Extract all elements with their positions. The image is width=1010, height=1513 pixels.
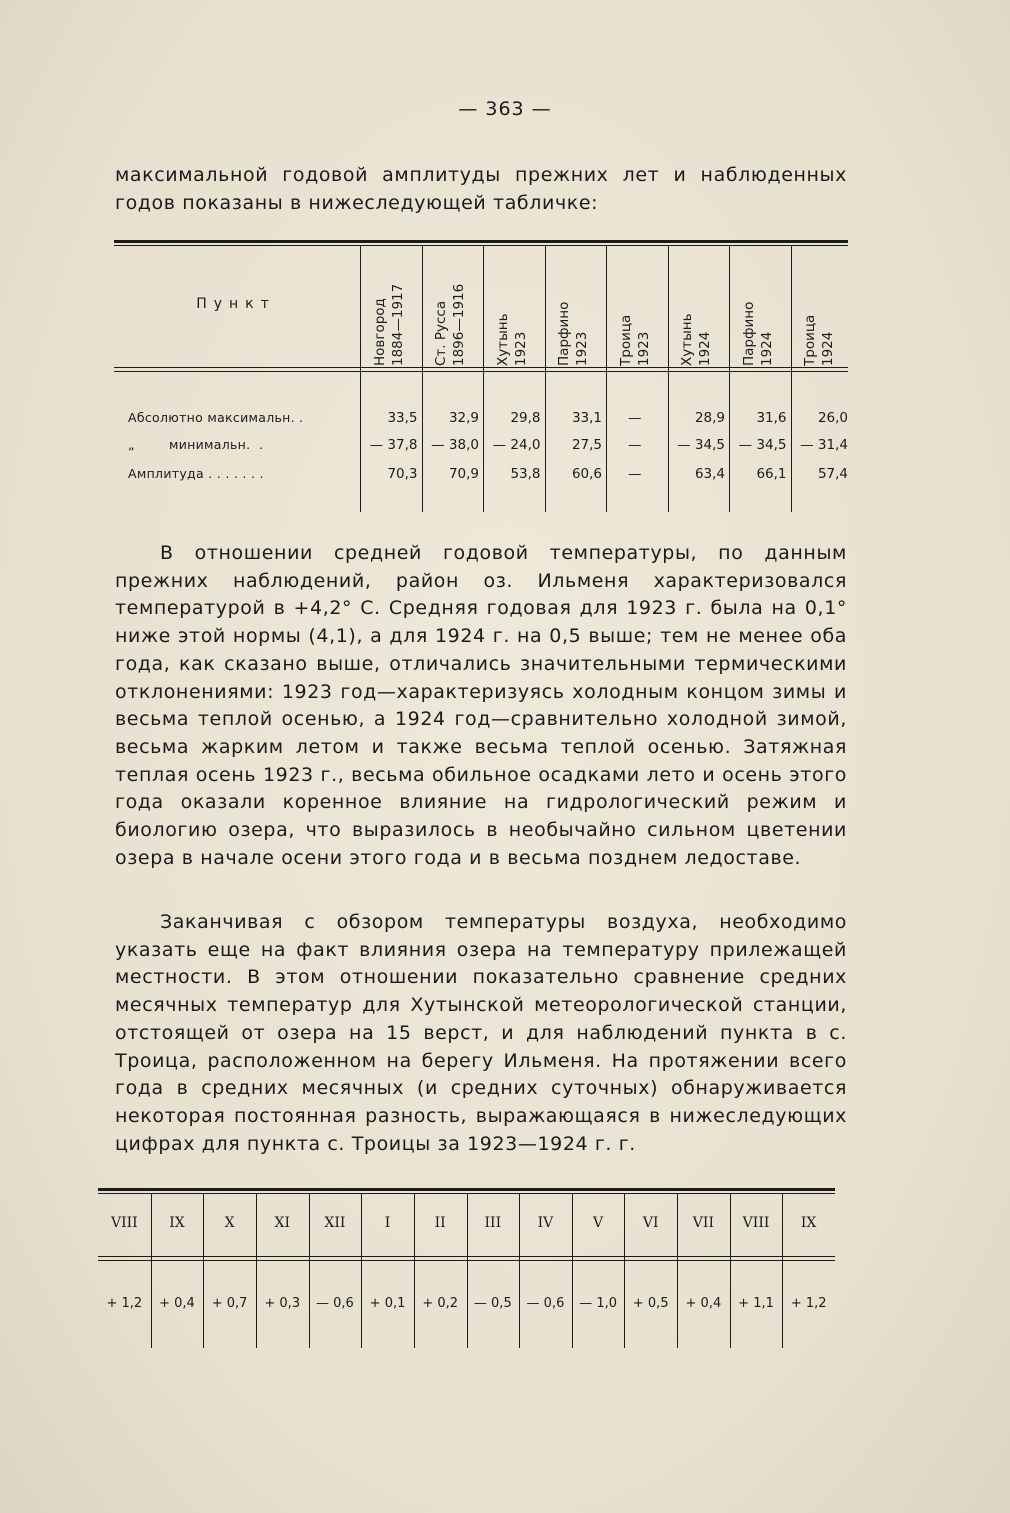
paragraph-mean-temperature: В отношении средней годовой температуры, по данным прежних наблюдений, район оз. Ильменя характеризовался температурой в +4,2° С. Средняя годовая для 1923 г. была на 0,1° ниже этой нормы (4,1), а для 1924 г. на 0,5 выше; тем не менее оба года, как сказано выше, отличались значительными термическими отклонениями: 1923 год—характеризуясь холодным концом зимы и весьма теплой осенью, а 1924 год—сравнительно холодной зимой, весьма жарким летом и также весьма теплой осенью. Затяжная теплая осень 1923 г., весьма обильное осадками лето и осень этого года оказали коренное влияние на гидрологический режим и биологию озера, что выразилось в необычайно сильном цветении озера в начале осени этого года и в весьма позднем ледоставе. — [115, 542, 847, 869]
table-cell: 53,8 — [510, 466, 541, 482]
row-label: Абсолютно максимальн. . — [128, 410, 304, 425]
column-header — [668, 250, 730, 368]
month-difference-value: — 0,5 — [473, 1296, 512, 1311]
row-label: „ минимальн. . — [128, 437, 264, 452]
table-cell: 28,9 — [694, 410, 725, 426]
column-years: 1924 — [758, 331, 775, 366]
column-station-name: Хутынь — [679, 313, 696, 366]
column-station-name: Ст. Русса — [433, 300, 450, 366]
column-station-name: Парфино — [740, 301, 757, 366]
column-years: 1924 — [820, 331, 837, 366]
table-cell: 27,5 — [571, 437, 602, 453]
column-station-name: Хутынь — [494, 313, 511, 366]
month-difference-value: + 0,1 — [369, 1296, 406, 1311]
month-difference-value: + 0,2 — [422, 1296, 459, 1311]
month-header: IV — [537, 1215, 554, 1231]
column-station-name: Троица — [802, 314, 819, 366]
table-cell: 29,8 — [510, 410, 541, 426]
table-cell: — 38,0 — [431, 437, 479, 453]
table-cell: 33,5 — [387, 410, 418, 426]
month-header: III — [484, 1215, 502, 1231]
column-station-name: Новгород — [371, 298, 388, 366]
month-difference-value: + 0,3 — [264, 1296, 301, 1311]
amplitude-table — [114, 240, 848, 512]
table-cell: — 24,0 — [492, 437, 541, 453]
table-cell: 60,6 — [571, 466, 602, 482]
table-cell: 66,1 — [756, 466, 787, 482]
month-difference-value: + 1,1 — [738, 1296, 774, 1311]
table-cell: — — [628, 410, 642, 426]
page-number: — 363 — — [458, 98, 552, 120]
table-cell: 31,6 — [756, 410, 787, 426]
month-header: VII — [692, 1215, 714, 1231]
row-label: Амплитуда . . . . . . . — [128, 466, 264, 481]
table-cell: — — [628, 466, 642, 482]
month-header: I — [384, 1215, 391, 1231]
month-header: VIII — [110, 1215, 138, 1231]
table-cell: — 31,4 — [800, 437, 848, 453]
column-header — [791, 250, 853, 368]
table-cell: 33,1 — [571, 410, 602, 426]
month-difference-value: — 0,6 — [526, 1296, 565, 1311]
column-years: 1884—1917 — [389, 283, 406, 366]
table-cell: — — [628, 437, 642, 453]
column-station-name: Парфино — [556, 301, 573, 366]
monthly-difference-table — [98, 1188, 835, 1348]
month-header: II — [434, 1215, 446, 1231]
column-header — [483, 250, 545, 368]
table-cell: 26,0 — [817, 410, 848, 426]
corner-header: Пункт — [196, 296, 276, 312]
month-header: VI — [642, 1215, 659, 1231]
column-header — [606, 250, 668, 368]
table-cell: 70,3 — [387, 466, 418, 482]
column-header — [422, 250, 484, 368]
table-cell: — 34,5 — [738, 437, 787, 453]
month-header: XI — [274, 1215, 290, 1231]
month-header: IX — [169, 1215, 185, 1231]
month-header: VIII — [742, 1215, 770, 1231]
table-top-rule-thin — [114, 245, 848, 246]
column-header — [545, 250, 607, 368]
month-difference-value: + 0,4 — [685, 1296, 722, 1311]
table-cell: — 34,5 — [677, 437, 725, 453]
paragraph-lake-influence: Заканчивая с обзором температуры воздуха, необходимо указать еще на факт влияния озера на температуру прилежащей местности. В этом отношении показательно сравнение средних месячных температур для Хутынской метеорологической станции, отстоящей от озера на 15 верст, и для наблюдений пункта в с. Троица, расположенном на берегу Ильменя. На протяжении всего года в средних месячных (и средних суточных) обнаруживается некоторая постоянная разность, выражающаяся в нижеследующих цифрах для пункта с. Троицы за 1923—1924 г. г. — [115, 911, 847, 1155]
table-cell: 63,4 — [694, 466, 725, 482]
month-difference-value: + 0,7 — [211, 1296, 248, 1311]
column-station-name: Троица — [617, 314, 634, 366]
month-difference-value: + 0,4 — [159, 1296, 195, 1311]
intro-paragraph: максимальной годовой амплитуды прежних лет и наблюденных годов показаны в нижеследующей табличке: — [115, 164, 847, 214]
month-difference-value: + 0,5 — [632, 1296, 669, 1311]
month-header: IX — [800, 1215, 817, 1231]
month-difference-value: — 0,6 — [315, 1296, 354, 1311]
table-cell: — 37,8 — [369, 437, 418, 453]
column-years: 1896—1916 — [451, 283, 468, 366]
column-years: 1923 — [512, 331, 529, 366]
table2-top-rule — [98, 1188, 835, 1191]
month-header: V — [593, 1215, 604, 1231]
month-difference-value: — 1,0 — [579, 1296, 617, 1311]
column-header — [360, 250, 422, 368]
month-difference-value: + 1,2 — [106, 1296, 143, 1311]
column-years: 1923 — [574, 331, 591, 366]
column-header — [729, 250, 791, 368]
table-top-rule — [114, 240, 848, 243]
header-rule-double — [114, 371, 848, 372]
table-cell: 57,4 — [817, 466, 848, 482]
column-years: 1924 — [697, 331, 714, 366]
month-header: XII — [324, 1215, 346, 1231]
table-cell: 70,9 — [448, 466, 479, 482]
table-cell: 32,9 — [448, 410, 479, 426]
month-header: X — [224, 1215, 235, 1231]
column-years: 1923 — [635, 331, 652, 366]
month-difference-value: + 1,2 — [790, 1296, 827, 1311]
